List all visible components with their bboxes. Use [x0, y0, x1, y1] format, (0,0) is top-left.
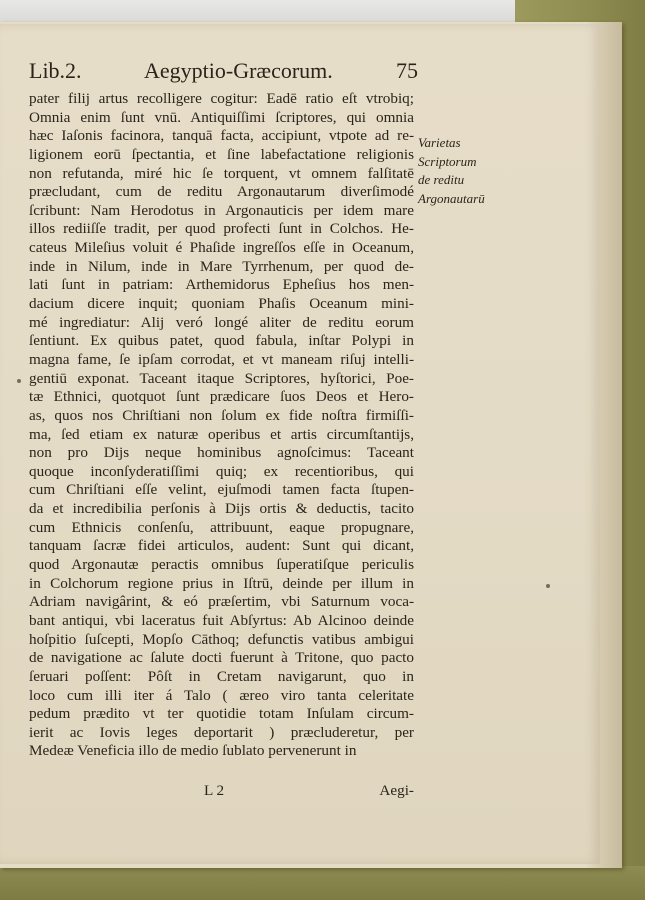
- text-line: mé ingrediatur: Alij veró longé aliter de reditu eorum: [29, 313, 414, 331]
- text-line: ſeruari poſſent: Pôſt in Cretam navigarunt, quo in: [29, 667, 414, 685]
- text-line: Adriam navigârint, & eó præſertim, vbi Saturnum voca-: [29, 593, 414, 611]
- text-line: loco cum illi iter á Talo ( æreo viro tanta celeritate: [29, 686, 414, 704]
- text-line: quod Argonautæ peractis omnibus ſuperatiſque periculis: [29, 556, 414, 574]
- margin-note-line: de reditu: [418, 172, 465, 188]
- text-line: Omnia enim ſunt vnū. Antiquiſſimi ſcriptores, qui omnia: [29, 108, 414, 126]
- book-page: [0, 24, 600, 864]
- text-line: magna fame, ſe ipſam corrodat, et vt maneam riſuj intelli-: [29, 350, 414, 368]
- margin-note-line: Scriptorum: [418, 153, 477, 169]
- text-line: ſentiunt. Ex quibus patet, quod fabula, inſtar Polypi in: [29, 332, 414, 350]
- text-line: ligionem eorū ſpectantia, et ſine labefactatione religionis: [29, 145, 414, 163]
- text-line: in Colchorum regione prius in Iſtrū, deinde per illum in: [29, 574, 414, 592]
- text-line: pedum prædito vt ter quotidie totam Inſulam circum-: [29, 705, 414, 723]
- margin-note-line: Varietas: [418, 135, 461, 150]
- text-line: pater filij artus recolligere cogitur: Eadē ratio eſt vtrobiq;: [29, 90, 414, 107]
- text-line: gentiū exponat. Taceant itaque Scriptores, hyſtorici, Poe-: [29, 369, 414, 387]
- ink-spot: [17, 379, 21, 383]
- text-line: lati ſunt in patriam: Arthemidorus Epheſius hos men-: [29, 276, 414, 294]
- text-line: ſcribunt: Nam Herodotus in Argonauticis per idem mare: [29, 201, 414, 219]
- text-line: ierit ac Iovis leges deportarit ) præcluderetur, per: [29, 723, 414, 741]
- text-line: quoque inconſyderatiſſimi quiq; ex recentioribus, qui: [29, 462, 414, 480]
- running-head: [29, 58, 429, 88]
- scanner-board-bottom: [0, 866, 645, 900]
- text-line: ma, ſed etiam ex naturæ operibus et artis circumſtantijs,: [29, 425, 414, 443]
- catchword: Aegi-: [379, 782, 414, 799]
- signature-mark: L 2: [204, 782, 225, 799]
- body-text: [29, 90, 414, 761]
- text-line: illos rediiſſe tradit, per quod profecti ſunt in Colchos. He-: [29, 220, 414, 238]
- text-line: Medeæ Veneficia illo de medio ſublato pervenerunt in: [29, 742, 357, 760]
- margin-note-line: Argonautarū: [418, 190, 485, 206]
- page-number: 75: [396, 58, 418, 83]
- book-section-label: Lib.2.: [29, 58, 82, 83]
- running-title: Aegyptio-Græcorum.: [144, 58, 333, 83]
- text-line: tanquam ſacræ fidei articulos, audent: Sunt qui dicant,: [29, 537, 414, 555]
- page-footer: [29, 782, 414, 804]
- text-line: bant antiqui, vbi laceratus fuit Abſyrtus: Ab Alcinoo deinde: [29, 611, 414, 629]
- text-line: da et incredibilia perſonis à Dijs ortis & deductis, tacito: [29, 500, 414, 518]
- ink-spot: [546, 584, 550, 588]
- text-line: cateus Mileſius voluit é Phaſide ingreſſos eſſe in Oceanum,: [29, 239, 414, 257]
- text-line: cum Ethnicis conſenſu, attribuunt, eaque propugnare,: [29, 518, 414, 536]
- text-line: hæc Iaſonis facinora, tanquā facta, accipiunt, vtpote ad re-: [29, 127, 414, 145]
- text-line: as, quos nos Chriſtiani non ſolum ex fide noſtra firmiſſi-: [29, 406, 414, 424]
- text-line: de navigatione ac ſalute docti fuerunt à Tritone, quo pacto: [29, 649, 414, 667]
- text-line: non pro Dijs neque hominibus agnoſcimus: Taceant: [29, 444, 414, 462]
- margin-note: [418, 134, 518, 208]
- text-line: tæ Ethnici, quotquot ſunt prædicare ſuos Deos et Hero-: [29, 388, 414, 406]
- text-line: cum Chriſtiani eſſe velint, ejuſmodi tamen facta ſtupen-: [29, 481, 414, 499]
- text-line: inde in Nilum, inde in Mare Tyrrhenum, per quod de-: [29, 257, 414, 275]
- text-line: præcludant, cum de reditu Argonautarum diverſimodé: [29, 183, 414, 201]
- text-line: non refutanda, miré hic ſe torquent, vt omnem falſitatē: [29, 164, 414, 182]
- text-line: hoſpitio ſuſcepti, Mopſo Cāthoq; defunctis vatibus ambigui: [29, 630, 414, 648]
- text-line: dacium dicere inquit; quoniam Phaſis Oceanum mini-: [29, 295, 414, 313]
